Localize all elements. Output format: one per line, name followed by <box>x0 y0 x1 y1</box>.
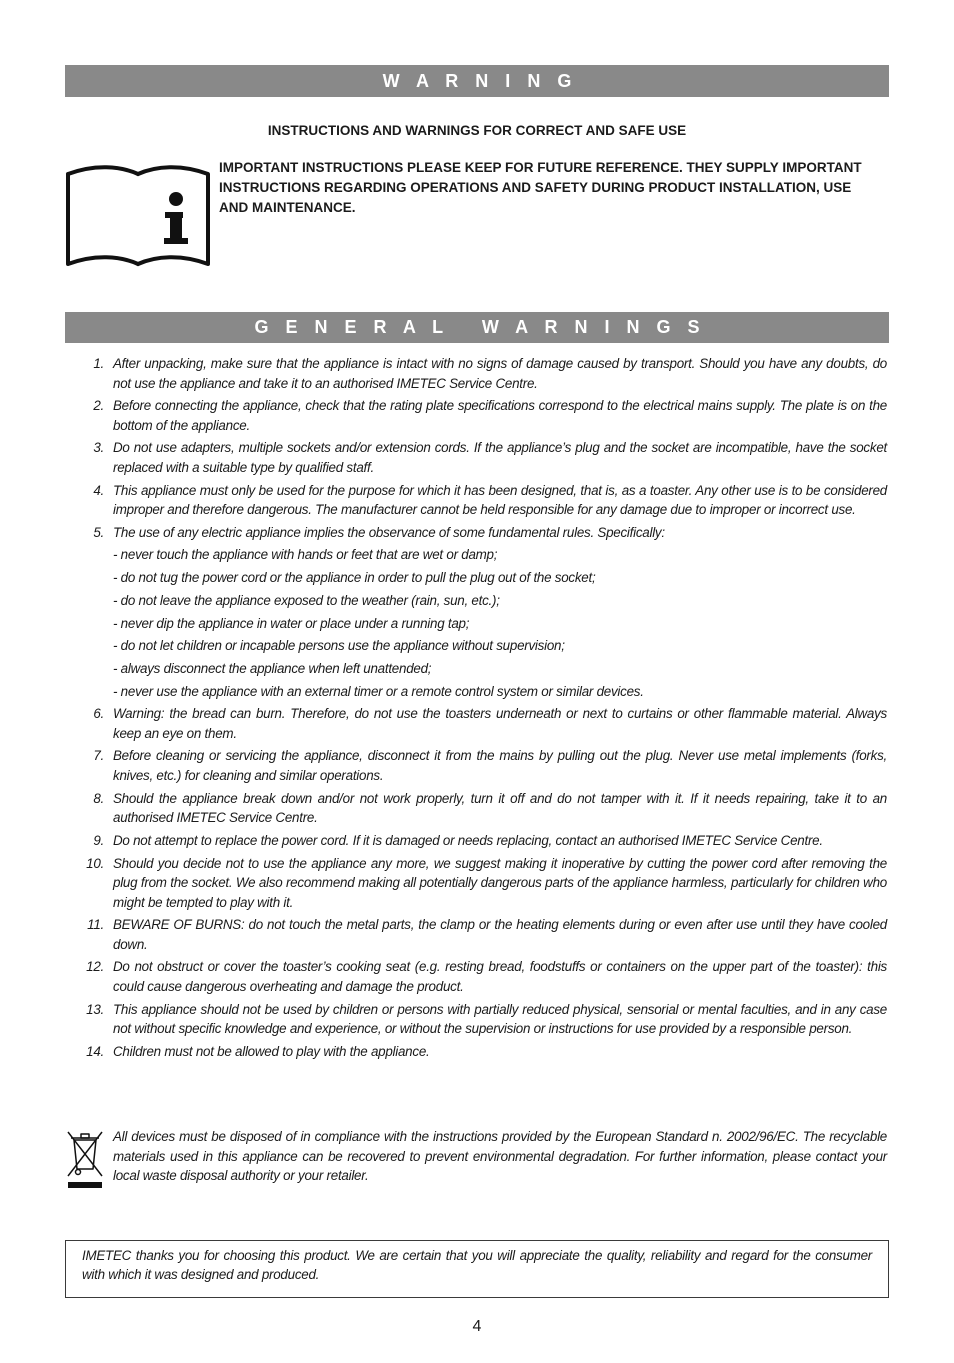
warning-item-text: Before connecting the appliance, check that the rating plate specifications correspond to the electrical mains supply. The plate is on the bottom of the appliance. <box>113 398 887 433</box>
page-number: 4 <box>472 1318 482 1335</box>
book-left-page <box>68 167 138 264</box>
warning-item <box>65 854 887 913</box>
warning-item-text: Should the appliance break down and/or not work properly, turn it off and do not tamper with it. If it needs repairing, take it to an authorised IMETEC Service Centre. <box>113 790 887 826</box>
warning-item <box>65 1000 887 1039</box>
read-instructions-icon <box>65 160 211 270</box>
warning-item-number: 10. <box>86 855 104 871</box>
warning-item-number: 4. <box>93 482 104 498</box>
warning-subitem: - never dip the appliance in water or place under a running tap; <box>113 615 470 631</box>
bin-wheel <box>76 1170 81 1175</box>
warning-item <box>65 704 887 743</box>
warning-item <box>65 481 887 520</box>
warning-item-body <box>113 523 887 701</box>
thanks-box <box>65 1240 889 1298</box>
warning-item-number: 5. <box>93 524 104 540</box>
warning-item-number: 6. <box>93 706 104 722</box>
warning-item-text: Do not attempt to replace the power cord. If it is damaged or needs replacing, contact an authorised IMETEC Service Centre. <box>113 832 823 848</box>
warning-subitem: - never touch the appliance with hands or feet that are wet or damp; <box>113 547 498 563</box>
bin-underline-bar <box>68 1182 102 1188</box>
warning-item-number: 1. <box>93 356 104 371</box>
warning-item <box>65 957 887 996</box>
warning-title-bar: W A R N I N G <box>65 65 889 97</box>
general-warnings-title-bar: G E N E R A L W A R N I N G S <box>65 312 889 343</box>
general-warnings-list <box>65 354 887 1064</box>
disposal-notice-text: All devices must be disposed of in compliance with the instructions provided by the European Standard n. 2002/96/EC. The recyclable materials used in this appliance can be recovered to prevent environmental degradation. For further information, please contact your local waste disposal authority or your retailer. <box>113 1129 887 1183</box>
warning-item-text: The use of any electric appliance implies the observance of some fundamental rules. Specifically: <box>113 524 665 540</box>
warning-subitem: - never use the appliance with an external timer or a remote control system or similar devices. <box>113 683 644 699</box>
warning-item <box>65 789 887 828</box>
warning-subitem: - always disconnect the appliance when left unattended; <box>113 660 432 676</box>
warning-item-number: 2. <box>93 398 104 414</box>
warning-item-text: Children must not be allowed to play with the appliance. <box>113 1043 430 1059</box>
warning-item-text: After unpacking, make sure that the appliance is intact with no signs of damage caused by transport. Should you have any doubts, do not use the appliance and take it to an authorised IMETEC Service Centre. <box>113 356 887 391</box>
warning-item <box>65 915 887 954</box>
warning-item <box>65 1042 887 1062</box>
warning-item-number: 14. <box>86 1043 104 1059</box>
warning-item <box>65 523 887 701</box>
warning-item-text: This appliance should not be used by children or persons with partially reduced physical, sensorial or mental faculties, and in any case not without specific knowledge and experience, or without the supervision or instructions for use provided by a responsible person. <box>113 1001 887 1037</box>
info-letter-i <box>164 192 188 244</box>
warning-subitem: - do not let children or incapable persons use the appliance without supervision; <box>113 638 565 654</box>
important-instructions-text: IMPORTANT INSTRUCTIONS PLEASE KEEP FOR FUTURE REFERENCE. THEY SUPPLY IMPORTANT INSTRUCTIONS REGARDING OPERATIONS AND SAFETY DURING PRODUCT INSTALLATION, USE AND MAINTENANCE. <box>219 160 862 215</box>
warning-item-number: 12. <box>86 959 104 975</box>
weee-crossed-out-bin-icon <box>65 1129 105 1191</box>
warning-item-text: Should you decide not to use the appliance any more, we suggest making it inoperative by cutting the power cord after removing the plug from the socket. We also recommend making all potentially dangerous parts of the appliance harmless, particularly for children who might be tempted to play with it. <box>113 855 887 910</box>
warning-item-text: Before cleaning or servicing the appliance, disconnect it from the mains by pulling out the plug. Never use metal implements (forks, knives, etc.) for cleaning and similar operations. <box>113 748 887 783</box>
warning-item <box>65 438 887 477</box>
warning-item <box>65 831 887 851</box>
warning-item-text: Warning: the bread can burn. Therefore, do not use the toasters underneath or next to curtains or other flammable material. Always keep an eye on them. <box>113 706 887 741</box>
warning-item-number: 9. <box>93 832 104 848</box>
warning-item-number: 11. <box>87 917 104 933</box>
instructions-heading: INSTRUCTIONS AND WARNINGS FOR CORRECT AND SAFE USE <box>267 123 687 138</box>
warning-item <box>65 746 887 785</box>
warning-item-text: Do not obstruct or cover the toaster’s cooking seat (e.g. resting bread, foodstuffs or containers on the upper part of the toaster): this could cause dangerous overheating and damage the product. <box>113 959 887 994</box>
warning-item-text: Do not use adapters, multiple sockets and/or extension cords. If the appliance’s plug and the socket are incompatible, have the socket replaced with a suitable type by qualified staff. <box>113 440 887 475</box>
warning-item-number: 3. <box>93 440 104 456</box>
warning-item <box>65 396 887 435</box>
warning-item <box>65 354 887 393</box>
warning-item-text: This appliance must only be used for the purpose for which it has been designed, that is, as a toaster. Any other use is to be considered improper and therefore dangerous. The manufacturer cannot be held responsible for any damage due to improper or incorrect use. <box>113 482 887 518</box>
warning-item-text: BEWARE OF BURNS: do not touch the metal parts, the clamp or the heating elements during or even after use until they have cooled down. <box>113 917 887 952</box>
warning-subitem: - do not tug the power cord or the appliance in order to pull the plug out of the socket; <box>113 570 596 586</box>
warning-item-number: 8. <box>93 790 104 806</box>
thanks-box-text: IMETEC thanks you for choosing this product. We are certain that you will appreciate the quality, reliability and regard for the consumer with which it was designed and produced. <box>82 1248 872 1282</box>
warning-item-number: 13. <box>86 1001 104 1017</box>
warning-subitem: - do not leave the appliance exposed to the weather (rain, sun, etc.); <box>113 592 500 608</box>
warning-item-number: 7. <box>93 748 104 764</box>
